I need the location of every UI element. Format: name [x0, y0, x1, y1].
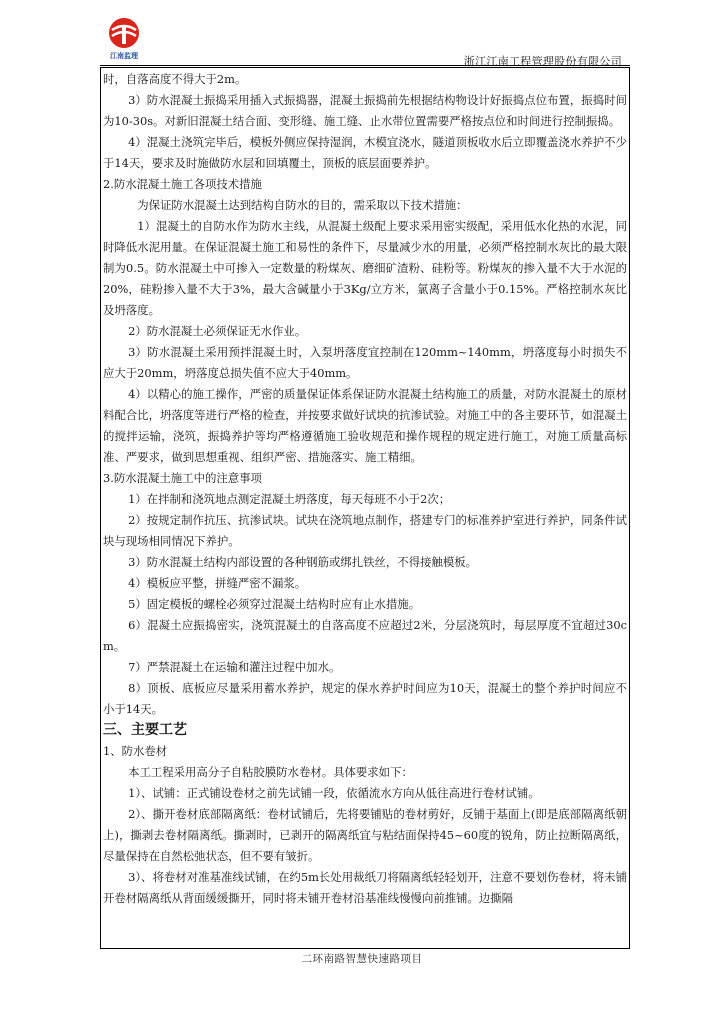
- paragraph: 2）按规定制作抗压、抗渗试块。试块在浇筑地点制作，搭建专门的标准养护室进行养护，同条件试块与现场相同情况下养护。: [103, 513, 627, 548]
- paragraph: 4）以精心的施工操作，严密的质量保证体系保证防水混凝土结构施工的质量，对防水混凝土的原材料配合比，坍落度等进行严格的检查，并按要求做好试块的抗渗试验。对施工中的各主要环节，如混凝土的搅拌运输，浇筑，振捣养护等均严格遵循施工验收规范和操作规程的规定进行施工，对施工质量高标准、严要求，做到思想重视、组织严密、措施落实、施工精细。: [103, 387, 627, 464]
- document-frame: [100, 67, 630, 949]
- paragraph: 3）防水混凝土采用预拌混凝土时，入泵坍落度宜控制在120mm~140mm，坍落度每小时损失不应大于20mm，坍落度总损失值不应大于40mm。: [103, 345, 627, 380]
- paragraph: 7）严禁混凝土在运输和灌注过程中加水。: [128, 660, 341, 674]
- paragraph: 4）混凝土浇筑完毕后，模板外侧应保持湿润，木模宜浇水，隧道顶板收水后立即覆盖浇水养护不少于14天，要求及时施做防水层和回填覆土，顶板的底层面要养护。: [103, 135, 627, 170]
- document-body: [103, 69, 627, 909]
- paragraph: 8）顶板、底板应尽量采用蓄水养护，规定的保水养护时间应为10天，混凝土的整个养护时间应不小于14天。: [103, 681, 627, 716]
- logo-mark-icon: [106, 16, 142, 60]
- paragraph: 5）固定模板的螺栓必须穿过混凝土结构时应有止水措施。: [128, 597, 421, 611]
- header-divider: [100, 65, 630, 66]
- company-name: 浙江江南工程管理股份有限公司: [463, 55, 622, 68]
- paragraph: 1）在拌制和浇筑地点测定混凝土坍落度，每天每班不小于2次；: [128, 492, 451, 506]
- paragraph: 时，自落高度不得大于2m。: [103, 72, 247, 86]
- paragraph: 2）防水混凝土必须保证无水作业。: [128, 324, 307, 338]
- paragraph: 为保证防水混凝土达到结构自防水的目的，需采取以下技术措施：: [137, 198, 468, 212]
- paragraph: 2）、撕开卷材底部隔离纸：卷材试铺后，先将要铺贴的卷材剪好，反铺于基面上(即是底部隔离纸朝上)，撕剥去卷材隔离纸。撕剥时，已剥开的隔离纸宜与粘结面保持45~60度的锐角，防止拉断隔离纸，尽量保持在自然松弛状态，但不要有皱折。: [103, 807, 627, 863]
- paragraph: 3）、将卷材对准基准线试铺，在约5m长处用裁纸刀将隔离纸轻轻划开，注意不要划伤卷材，将未铺开卷材隔离纸从背面缓缓撕开，同时将未铺开卷材沿基准线慢慢向前推铺。边撕隔: [103, 870, 627, 905]
- paragraph: 3）防水混凝土振捣采用插入式振捣器，混凝土振捣前先根据结构物设计好振捣点位布置，振捣时间为10-30s。对新旧混凝土结合面、变形缝、施工缝、止水带位置需要严格按点位和时间进行控制振捣。: [103, 93, 627, 128]
- company-logo: [106, 16, 142, 60]
- paragraph: 1）混凝土的自防水作为防水主线，从混凝土级配上要求采用密实级配，采用低水化热的水泥，同时降低水泥用量。在保证混凝土施工和易性的条件下，尽量减少水的用量，必须严格控制水灰比的最大限制为0.5。防水混凝土中可掺入一定数量的粉煤灰、磨细矿渣粉、硅粉等。粉煤灰的掺入量不大于水泥的20%，硅粉掺入量不大于3%，最大含碱量小于3Kg/立方米，氯离子含量小于0.15%。严格控制水灰比及坍落度。: [103, 219, 627, 317]
- paragraph: 1、防水卷材: [103, 744, 168, 758]
- paragraph: 3.防水混凝土施工中的注意事项: [103, 471, 262, 485]
- paragraph: 6）混凝土应振捣密实，浇筑混凝土的自落高度不应超过2米，分层浇筑时，每层厚度不宜超过30cm。: [103, 618, 627, 653]
- paragraph: 4）模板应平整，拼缝严密不漏浆。: [128, 576, 307, 590]
- paragraph: 1）、试铺：正式铺设卷材之前先试铺一段，依循流水方向从低往高进行卷材试铺。: [128, 786, 540, 800]
- section-heading: 三、主要工艺: [103, 722, 187, 738]
- paragraph: 2.防水混凝土施工各项技术措施: [103, 177, 262, 191]
- footer-project-name: 二环南路智慧快速路项目: [301, 953, 423, 965]
- paragraph: 本工工程采用高分子自粘胶膜防水卷材。具体要求如下：: [128, 765, 413, 779]
- logo-text: 江南监理: [110, 52, 138, 60]
- paragraph: 3）防水混凝土结构内部设置的各种钢筋或绑扎铁丝，不得接触模板。: [128, 555, 478, 569]
